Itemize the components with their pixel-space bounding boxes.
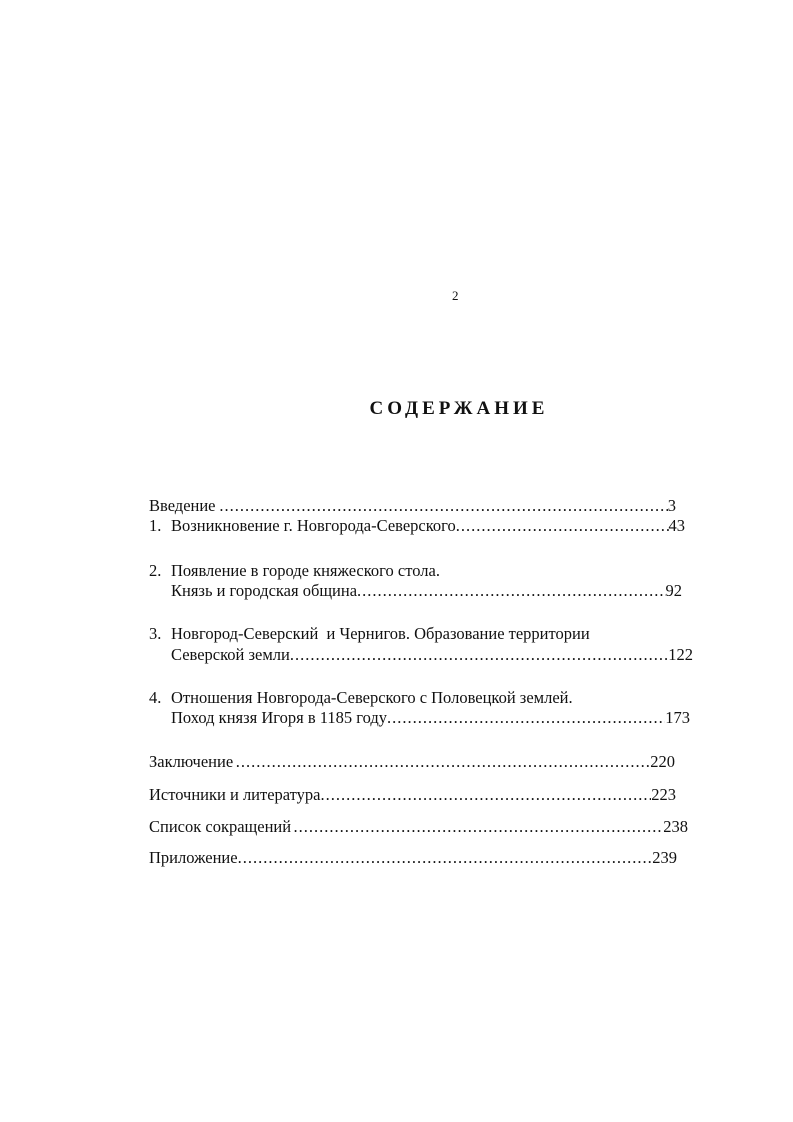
toc-entry-chapter-3[interactable] bbox=[171, 645, 693, 665]
toc-entry-chapter-1[interactable] bbox=[149, 516, 685, 536]
toc-number: 4. bbox=[149, 688, 162, 707]
dot-leader bbox=[387, 708, 665, 728]
toc-label: Возникновение г. Новгорода-Северского bbox=[171, 516, 456, 535]
toc-label: Источники и литература bbox=[149, 785, 321, 804]
dot-leader bbox=[321, 785, 652, 805]
toc-page: 223 bbox=[651, 785, 676, 804]
dot-leader bbox=[290, 645, 668, 665]
toc-number: 3. bbox=[149, 624, 162, 643]
toc-entry-chapter-4[interactable] bbox=[171, 708, 690, 728]
toc-page: 43 bbox=[668, 516, 685, 535]
toc-label: Заключение bbox=[149, 752, 234, 771]
toc-number: 1. bbox=[149, 516, 162, 535]
toc-entry-appendix[interactable] bbox=[149, 848, 677, 868]
dot-leader bbox=[219, 496, 667, 516]
toc-page: 3 bbox=[667, 496, 676, 515]
dot-leader bbox=[238, 848, 653, 868]
dot-leader bbox=[456, 516, 669, 536]
dot-leader bbox=[236, 752, 650, 772]
toc-label: Князь и городская община bbox=[171, 581, 358, 600]
toc-label-line1: Отношения Новгорода-Северского с Половецкой землей. bbox=[171, 688, 573, 707]
toc-label: Поход князя Игоря в 1185 году bbox=[171, 708, 388, 727]
toc-page: 220 bbox=[650, 752, 675, 771]
toc-entry-chapter-3-title[interactable] bbox=[149, 624, 590, 644]
toc-entry-abbreviations[interactable] bbox=[149, 817, 688, 837]
page-title: СОДЕРЖАНИЕ bbox=[369, 398, 549, 419]
toc-entry-sources[interactable] bbox=[149, 785, 676, 805]
toc-entry-conclusion[interactable] bbox=[149, 752, 675, 772]
toc-entry-chapter-4-title[interactable] bbox=[149, 688, 573, 708]
toc-entry-intro[interactable] bbox=[149, 496, 676, 516]
toc-number: 2. bbox=[149, 561, 162, 580]
toc-label-line1: Новгород-Северский и Чернигов. Образование территории bbox=[171, 624, 590, 643]
toc-label: Приложение bbox=[149, 848, 238, 867]
toc-entry-chapter-2-title[interactable] bbox=[149, 561, 440, 581]
toc-label: Список сокращений bbox=[149, 817, 292, 836]
toc-label: Введение bbox=[149, 496, 216, 515]
toc-entry-chapter-2[interactable] bbox=[171, 581, 682, 601]
page-number: 2 bbox=[452, 288, 459, 303]
toc-label-line1: Появление в городе княжеского стола. bbox=[171, 561, 440, 580]
dot-leader bbox=[293, 817, 663, 837]
toc-page: 238 bbox=[663, 817, 688, 836]
toc-label: Северской земли bbox=[171, 645, 290, 664]
toc-page: 122 bbox=[668, 645, 693, 664]
toc-page: 173 bbox=[665, 708, 690, 727]
toc-page: 92 bbox=[665, 581, 682, 600]
dot-leader bbox=[357, 581, 665, 601]
toc-page: 239 bbox=[652, 848, 677, 867]
